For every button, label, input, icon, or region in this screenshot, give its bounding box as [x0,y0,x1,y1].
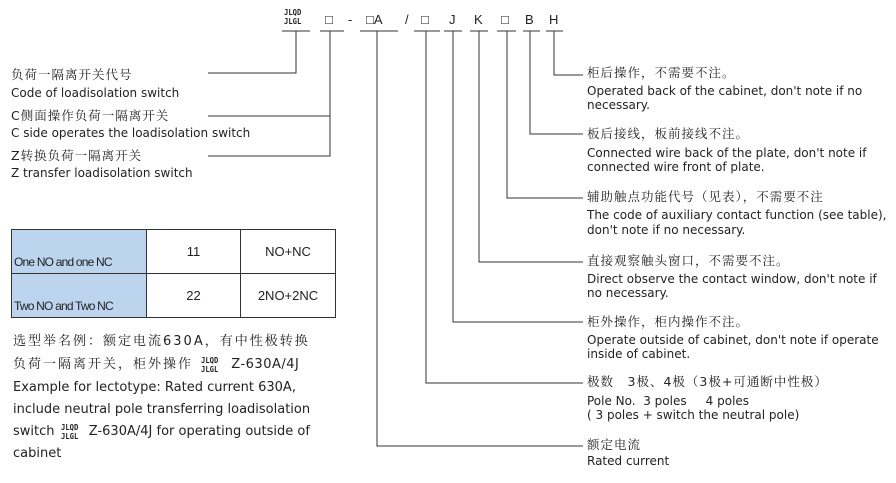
label-en: Pole No. 3 poles 4 poles [587,394,750,408]
example-cn-1: 选型举名例：额定电流630A，有中性极转换 [13,334,310,349]
example-en-1: Example for lectotype: Rated current 630A, [13,380,296,395]
row-code: 22 [147,274,241,318]
leader-wiring [530,31,583,134]
brand-top: JLQD [284,8,302,17]
code-seg: B [525,12,534,27]
label-en: Operated back of the cabinet, don't note if no [587,84,863,98]
label-en: Connected wire back of the plate, don't note if [587,146,867,160]
label-cn: 极数 3极、4极（3极+可通断中性极） [587,374,828,389]
leader-window [479,31,583,262]
label-en: ( 3 poles + switch the neutral pole) [587,408,800,422]
example-en-2: include neutral pole transferring loadisolation [13,402,311,417]
leader-aux [507,31,583,198]
label-cn: 板后接线，板前接线不注。 [587,126,750,141]
label-en: Code of loadisolation switch [11,86,180,100]
row-contacts: NO+NC [241,230,336,274]
label-en: connected wire front of plate. [587,160,765,174]
label-en: necessary. [587,98,650,112]
table-row [12,230,336,274]
label-en: Direct observe the contact window, don't note if [587,272,877,286]
label-cn: 辅助触点功能代号（见表），不需要不注 [587,189,824,204]
row-code: 11 [147,230,241,274]
table-row [12,274,336,318]
label-cn: 负荷一隔离开关代号 [11,67,133,82]
brand-mark [59,423,85,441]
code-seg: J [449,12,456,27]
brand-bottom: JLGL [60,431,78,441]
brand-top: JLQD [60,422,78,432]
row-contacts: 2NO+2NC [241,274,336,318]
label-cn: 柜后操作，不需要不注。 [587,65,736,80]
label-en: C side operates the loadisolation switch [11,126,251,140]
label-cn: 柜外操作，柜内操作不注。 [587,314,750,329]
label-cn: 额定电流 [587,437,642,452]
code-seg: - [348,12,353,27]
label-en: no necessary. [587,286,669,300]
code-seg: H [549,12,559,27]
label-en: inside of cabinet. [587,347,691,361]
code-seg: K [474,12,483,27]
leader-rated-current [377,31,583,446]
code-seg: □A [366,12,383,27]
code-seg: □ [325,12,333,27]
row-label: Two NO and Two NC [12,274,147,318]
row-label: One NO and one NC [12,230,147,274]
label-en: The code of auxiliary contact function (see table), [587,208,887,222]
example-en-4: cabinet [13,446,62,461]
example-en-3-pre: switch [13,424,55,439]
label-en: Operate outside of cabinet, don't note if operate [587,333,879,347]
brand-bottom: JLGL [201,364,219,374]
leader-poles [426,31,583,383]
label-cn: Z转换负荷一隔离开关 [11,148,143,163]
brand-mark [199,356,225,374]
aux-contact-table [11,229,336,318]
example-cn-2 [13,354,299,376]
example-cn-2-text: 负荷一隔离开关，柜外操作 [13,357,194,372]
label-en: don't note if no necessary. [587,223,746,237]
brand-bottom: JLGL [284,17,302,26]
code-seg: / [405,12,409,27]
example-model: Z-630A/4J [231,357,300,372]
label-en: Z transfer loadisolation switch [11,166,193,180]
label-en: Rated current [587,454,670,468]
code-seg: □ [421,12,429,27]
label-cn: 直接观察触头窗口，不需要不注。 [587,253,790,268]
label-cn: C侧面操作负荷一隔离开关 [11,108,170,123]
example-en-3 [13,421,310,443]
brand-top: JLQD [201,355,219,365]
example-en-3-post: Z-630A/4J for operating outside of [88,424,310,439]
code-seg: □ [501,12,509,27]
leader-code [208,31,296,73]
leader-back [554,31,583,75]
